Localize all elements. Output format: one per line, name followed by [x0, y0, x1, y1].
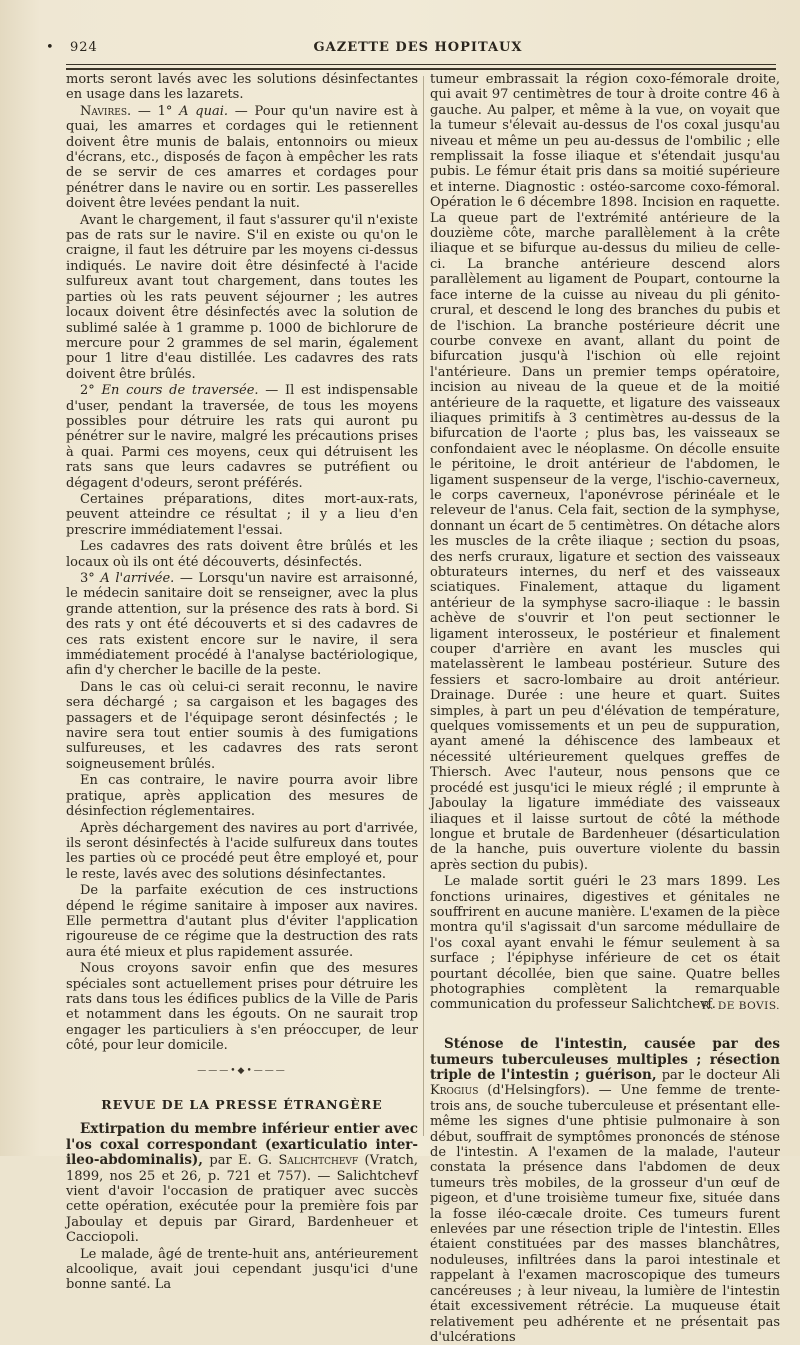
article-title: Sténose de l'intestin, causée par des tumeurs tuberculeuses multiples ; résection triple de l'intestin ; guérison, — [430, 1036, 780, 1083]
article-intro — [66, 1122, 418, 1245]
item-number: 2° — [80, 383, 102, 399]
signature: R. DE BOVIS. — [701, 999, 780, 1012]
paragraph-navires — [66, 104, 418, 212]
paragraph: Le malade sortit guéri le 23 mars 1899. Les fonctions urinaires, digestives et génitales ne souffrirent en aucune manière. L'examen de la pièce montra qu'il s'agissait d'un sarcome médullaire de l'os coxal ayant envahi le fémur seulement à sa surface ; l'épiphyse inférieure de cet os était pourtant décollée, bien que saine. Quatre belles photographies complètent la remarquable communication du professeur Salichtchevf. — [430, 874, 780, 1013]
article-ref: par le docteur Ali — [656, 1068, 780, 1083]
paragraph: morts seront lavés avec les solutions désinfectantes en usage dans les lazarets. — [66, 72, 418, 103]
subheading: En cours de traversée. — [101, 383, 259, 399]
left-column — [66, 72, 419, 1293]
author-name: Krogius — [430, 1083, 479, 1099]
subheading: A quai. — [179, 103, 229, 119]
paragraph: Nous croyons savoir enfin que des mesures spéciales sont actuellement prises pour détruire les rats dans tous les édifices publics de la Ville de Paris et notamment dans les égouts. On ne saurait trop engager les particuliers à s'en préoccuper, de leur côté, pour leur domicile. — [66, 961, 418, 1054]
paragraph-traversee — [66, 383, 418, 491]
paragraph: En cas contraire, le navire pourra avoir libre pratique, après application des mesures de désinfection réglementaires. — [66, 773, 418, 820]
author-name: Salichtchevf — [278, 1153, 359, 1169]
item-number: — 1° — [131, 103, 180, 119]
paragraph: tumeur embrassait la région coxo-fémorale droite, qui avait 97 centimètres de tour à droite contre 46 à gauche. Au palper, et même à la vue, on voyait que la tumeur s'élevait au-dessus de l'os coxal jusqu'au niveau et même un peu au-dessus de l'ombilic ; elle remplissait la fosse iliaque et s'étendait jusqu'au pubis. Le fémur était pris dans sa moitié supérieure et interne. Diagnostic : ostéo-sarcome coxo-fémoral. Opération le 6 décembre 1898. Incision en raquette. La queue part de l'extrémité antérieure de la douzième côte, marche parallèlement à la crête iliaque et se bifurque au-dessus du milieu de celle-ci. La branche antérieure descend alors parallèlement au ligament de Poupart, contourne la face interne de la cuisse au niveau du pli génito-crural, et descend le long des branches du pubis et de l'ischion. La branche postérieure décrit une courbe convexe en avant, allant du point de bifurcation jusqu'à l'ischion où elle rejoint l'antérieure. Dans un premier temps opératoire, incision au niveau de la queue et de la moitié antérieure de la raquette, et ligature des vaisseaux iliaques primitifs à 3 centimètres au-dessus de la bifurcation de l'aorte ; plus bas, les vaisseaux se confondaient avec le néoplasme. On décolle ensuite le péritoine, le droit antérieur de l'abdomen, le ligament suspenseur de la verge, l'ischio-caverneux, le corps caverneux, l'aponévrose périnéale et le releveur de l'anus. Cela fait, section de la symphyse, donnant un écart de 5 centimètres. On détache alors les muscles de la crête iliaque ; section du psoas, des nerfs cruraux, ligature et section des vaisseaux obturateurs internes, du nerf et des vaisseaux sciatiques. Finalement, attaque du ligament antérieur de la symphyse sacro-iliaque : le bassin achève de s'ouvrir et l'on peut sectionner le ligament interosseux, le postérieur et finalement couper d'arrière en avant les muscles qui matelassèrent le lambeau postérieur. Suture des fessiers et sacro-lombaire au droit antérieur. Drainage. Durée : une heure et quart. Suites simples, à part un peu d'élévation de température, quelques vomissements et un peu de suppuration, ayant amené la déhiscence des lambeaux et nécessité ultérieurement quelques greffes de Thiersch. Avec l'auteur, nous pensons que ce procédé est jusqu'ici le mieux réglé ; il emprunte à Jaboulay la ligature immédiate des vaisseaux iliaques et il laisse surtout de côté la méthode longue et brutale de Bardenheuer (désarticulation de la hanche, puis ouverture violente du bassin après section du pubis). — [430, 72, 780, 873]
paragraph-text: — Pour qu'un navire est à quai, les amarres et cordages qui le retiennent doivent être munis de balais, entonnoirs ou mieux d'écrans, etc., disposés de façon à empêcher les rats de se servir de ces amarres et cordages pour pénétrer dans le navire ou en sortir. Les passerelles doivent être levées pendant la nuit. — [66, 103, 418, 212]
article-ref: par E. G. — [203, 1153, 279, 1169]
ornament-divider: ———•◆•——— — [197, 1065, 287, 1076]
paragraph: Les cadavres des rats doivent être brûlés et les locaux où ils ont été découverts, désinfectés. — [66, 539, 418, 570]
paragraph: Après déchargement des navires au port d'arrivée, ils seront désinfectés à l'acide sulfureux dans toutes les parties où ce procédé peut être employé et, pour le reste, lavés avec des solutions désinfectantes. — [66, 820, 418, 882]
header-rule-thin — [66, 64, 776, 65]
paragraph-text: — Lorsqu'un navire est arraisonné, le médecin sanitaire doit se renseigner, avec la plus grande attention, sur la présence des rats à bord. Si des rats y ont été découverts et si des cadavres de ces rats existent encore sur le navire, il sera immédiatement procédé à l'analyse bactériologique, afin d'y chercher le bacille de la peste. — [66, 571, 419, 679]
paragraph: Avant le chargement, il faut s'assurer qu'il n'existe pas de rats sur le navire. S'il en existe ou qu'on le craigne, il faut les détruire par les moyens ci-dessus indiqués. Le navire doit être désinfecté à l'acide sulfureux avant tout chargement, dans toutes les parties où les rats peuvent séjourner ; les autres locaux doivent être désinfectés avec la solution de sublimé salée à 1 gramme p. 1000 de bichlorure de mercure pour 2 grammes de sel marin, également pour 1 litre d'eau distillée. Les cadavres des rats doivent être brûlés. — [66, 212, 418, 382]
article-title: Extirpation du membre inférieur entier avec l'os coxal correspondant (exarticulatio inter-ileo-abdominalis), — [66, 1121, 418, 1169]
paragraph: Le malade, âgé de trente-huit ans, antérieurement alcoolique, avait joui cependant jusqu'ici d'une bonne santé. La — [66, 1246, 418, 1293]
header-rule-thick — [66, 68, 776, 70]
paragraph-arrivee — [66, 571, 418, 679]
item-number: 3° — [80, 571, 101, 586]
journal-title: GAZETTE DES HOPITAUX — [313, 40, 523, 55]
column-divider — [423, 76, 424, 1136]
article-ref: (Vratch, 1899, nos 25 et 26, p. 721 et 757). — Salichtchevf vient d'avoir l'occasion de pratiquer avec succès cette opération, exécutée pour la première fois par Jaboulay et depuis par Girard, Bardenheuer et Cacciopoli. — [66, 1153, 418, 1246]
subheading: A l'arrivée. — [100, 571, 175, 586]
article-ref: (d'Helsingfors). — Une femme de trente-trois ans, de souche tuberculeuse et présentant elle-même les signes d'une phtisie pulmonaire à son début, souffrait de symptômes prononcés de sténose de l'intestin. A l'examen de la malade, l'auteur constata la présence dans l'abdomen de deux tumeurs très mobiles, de la grosseur d'un œuf de pigeon, et d'une troisième tumeur fixe, située dans la fosse iléo-cæcale droite. Ces tumeurs furent enlevées par une résection triple de l'intestin. Elles étaient constituées par des masses blanchâtres, noduleuses, infiltrées dans la paroi intestinale et rappelant à l'examen macroscopique des tumeurs cancéreuses ; à leur niveau, la lumière de l'intestin était excessivement rétrécie. La muqueuse était relativement peu adhérente et ne présentait pas d'ulcérations — [430, 1083, 780, 1345]
paragraph: Certaines préparations, dites mort-aux-rats, peuvent atteindre ce résultat ; il y a lieu d'en prescrire immédiatement l'essai. — [66, 491, 418, 538]
article-intro — [430, 1037, 780, 1345]
right-column — [430, 72, 780, 1345]
run-in-heading: Navires. — [80, 103, 132, 119]
paragraph: De la parfaite exécution de ces instructions dépend le régime sanitaire à imposer aux navires. Elle permettra d'autant plus d'éviter l'application rigoureuse de ce régime que la destruction des rats aura été mieux et plus rapidement assurée. — [66, 883, 418, 960]
header-bullet: • — [46, 40, 55, 55]
spacer — [430, 1015, 780, 1037]
paragraph-text: — Il est indispensable d'user, pendant la traversée, de tous les moyens possibles pour détruire les rats qui auront pu pénétrer sur le navire, malgré les précautions prises à quai. Parmi ces moyens, ceux qui détruisent les rats sans que leurs cadavres se putréfient ou dégagent d'odeurs, seront préférés. — [66, 383, 418, 491]
page-number: 924 — [70, 40, 98, 55]
section-title: REVUE DE LA PRESSE ÉTRANGÈRE — [101, 1097, 383, 1112]
page-header — [46, 40, 776, 62]
paragraph: Dans le cas où celui-ci serait reconnu, le navire sera déchargé ; sa cargaison et les bagages des passagers et de l'équipage seront désinfectés ; le navire sera tout entier soumis à des fumigations sulfureuses, et les cadavres des rats seront soigneusement brûlés. — [66, 679, 418, 772]
